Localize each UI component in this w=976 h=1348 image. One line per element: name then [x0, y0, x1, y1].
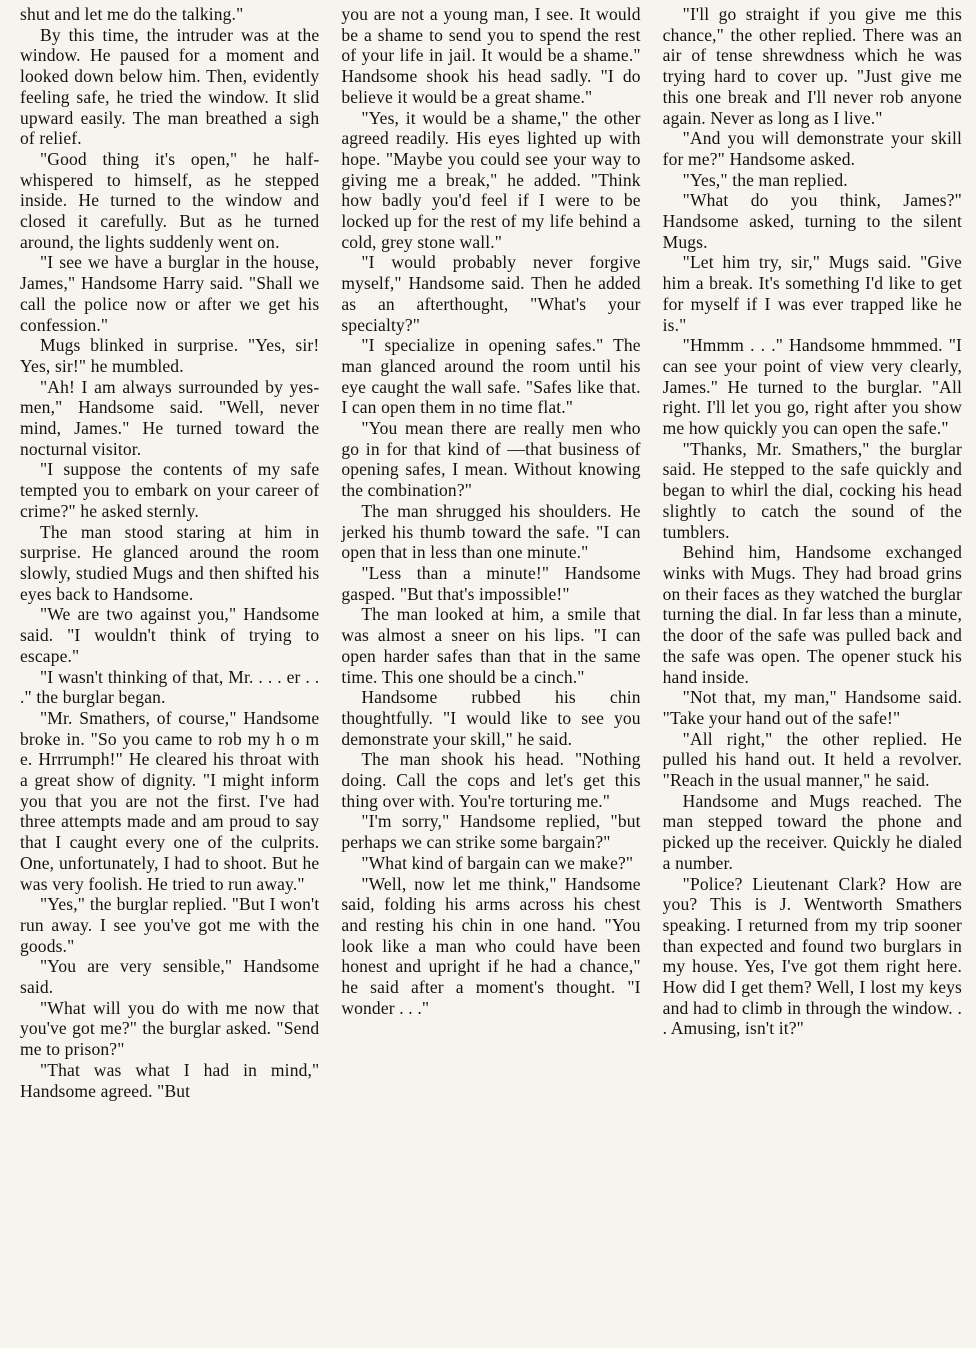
- paragraph: "Less than a minute!" Handsome gasped. "But that's impossible!": [341, 562, 641, 604]
- paragraph: "I would probably never forgive myself," Handsome said. Then he added as an afterthought, "What's your specialty?": [341, 252, 641, 335]
- text-column-2: [341, 4, 640, 1348]
- paragraph: Handsome and Mugs reached. The man stepped toward the phone and picked up the receiver. Quickly he dialed a number.: [662, 790, 962, 873]
- paragraph: Handsome rubbed his chin thoughtfully. "I would like to see you demonstrate your skill," he said.: [341, 687, 641, 749]
- paragraph: "I specialize in opening safes." The man glanced around the room until his eye caught the wall safe. "Safes like that. I can open them in no time flat.": [341, 335, 641, 418]
- paragraph: "Good thing it's open," he half-whispered to himself, as he stepped inside. He turned to the window and closed it carefully. But as he turned around, the lights suddenly went on.: [20, 148, 320, 252]
- paragraph: "I wasn't thinking of that, Mr. . . . er . . ." the burglar began.: [20, 666, 320, 708]
- paragraph: "Thanks, Mr. Smathers," the burglar said. He stepped to the safe quickly and began to whirl the dial, cocking his head slightly to catch the sound of the tumblers.: [662, 438, 962, 542]
- paragraph: The man shook his head. "Nothing doing. Call the cops and let's get this thing over with. You're torturing me.": [341, 749, 641, 811]
- paragraph: Mugs blinked in surprise. "Yes, sir! Yes, sir!" he mumbled.: [20, 335, 320, 376]
- paragraph: "I'll go straight if you give me this chance," the other replied. There was an air of tense shrewdness which he was trying hard to cover up. "Just give me this one break and I'll never rob anyone again. Never as long as I live.": [662, 4, 962, 128]
- paragraph: The man shrugged his shoulders. He jerked his thumb toward the safe. "I can open that in less than one minute.": [341, 500, 641, 563]
- paragraph: "What kind of bargain can we make?": [361, 852, 634, 873]
- paragraph: "Police? Lieutenant Clark? How are you? This is J. Wentworth Smathers speaking. I returned from my trip sooner than expected and found two burglars in my house. Yes, I've got them right here. How did I get them? Well, I lost my keys and had to climb in through the window. . . Amusing, isn't it?": [662, 873, 962, 1039]
- paragraph: "What do you think, James?" Handsome asked, turning to the silent Mugs.: [662, 190, 962, 252]
- paragraph: The man stood staring at him in surprise. He glanced around the room slowly, studied Mugs and then shifted his eyes back to Handsome.: [20, 521, 320, 604]
- paragraph: "I'm sorry," Handsome replied, "but perhaps we can strike some bargain?": [341, 811, 641, 853]
- paragraph: you are not a young man, I see. It would be a shame to send you to spend the rest of your life in jail. It would be a shame." Handsome shook his head sadly. "I do believe it would be a great shame.": [341, 4, 641, 107]
- paragraph: "What will you do with me now that you've got me?" the burglar asked. "Send me to prison?": [20, 997, 320, 1060]
- paragraph: "You are very sensible," Handsome said.: [20, 956, 320, 998]
- paragraph: The man looked at him, a smile that was almost a sneer on his lips. "I can open harder safes than that in the same time. This one should be a cinch.": [341, 604, 641, 687]
- paragraph: "Yes," the burglar replied. "But I won't run away. I see you've got me with the goods.": [20, 894, 320, 956]
- paragraph: "Hmmm . . ." Handsome hmmmed. "I can see your point of view very clearly, James." He turned to the burglar. "All right. I'll let you go, right after you show me how quickly you can open the safe.": [662, 335, 962, 439]
- paragraph: "All right," the other replied. He pulled his hand out. It held a revolver. "Reach in the usual manner," he said.: [662, 728, 962, 791]
- paragraph: "And you will demonstrate your skill for me?" Handsome asked.: [662, 128, 962, 169]
- paragraph: "I see we have a burglar in the house, James," Handsome Harry said. "Shall we call the police now or after we get his confession.": [20, 252, 320, 335]
- paragraph: "Yes," the man replied.: [682, 169, 848, 190]
- text-column-1: [20, 4, 319, 1348]
- paragraph: "Let him try, sir," Mugs said. "Give him a break. It's something I'd like to get for myself if I was ever trapped like he is.": [662, 252, 962, 335]
- paragraph: "You mean there are really men who go in for that kind of —that business of opening safes, I mean. Without knowing the combination?": [341, 418, 641, 501]
- paragraph: Behind him, Handsome exchanged winks with Mugs. They had broad grins on their faces as they watched the burglar turning the dial. In far less than a minute, the door of the safe was pulled back and the safe was open. The opener stuck his hand inside.: [662, 542, 962, 687]
- paragraph: "Ah! I am always surrounded by yes-men," Handsome said. "Well, never mind, James." He turned toward the nocturnal visitor.: [20, 376, 320, 459]
- paragraph: "I suppose the contents of my safe tempted you to embark on your career of crime?" he asked sternly.: [20, 459, 320, 521]
- paragraph: "Not that, my man," Handsome said. "Take your hand out of the safe!": [662, 687, 962, 728]
- paragraph: shut and let me do the talking.": [20, 4, 244, 24]
- paragraph: By this time, the intruder was at the window. He paused for a moment and looked down below him. Then, evidently feeling safe, he tried the window. It slid upward easily. The man breathed a sigh of relief.: [20, 24, 320, 149]
- paragraph: "We are two against you," Handsome said. "I wouldn't think of trying to escape.": [20, 604, 320, 666]
- paragraph: "That was what I had in mind," Handsome agreed. "But: [20, 1059, 320, 1101]
- paragraph: "Mr. Smathers, of course," Handsome broke in. "So you came to rob my h o m e. Hrrrumph!" He cleared his throat with a great show of dignity. "I might inform you that you are not the first. I've had three attempts made and am proud to say that I caught every one of the culprits. One, unfortunately, I had to shoot. But he was very foolish. He tried to run away.": [20, 707, 320, 894]
- text-column-3: [663, 4, 962, 1348]
- paragraph: "Well, now let me think," Handsome said, folding his arms across his chest and resting his chin in one hand. "You look like a man who could have been honest and upright if he had a chance," he said after a moment's thought. "I wonder . . .": [341, 873, 641, 1018]
- paragraph: "Yes, it would be a shame," the other agreed readily. His eyes lighted up with hope. "Maybe you could see your way to giving me a break," he added. "Think how badly you'd feel if I were to be locked up for the rest of my life behind a cold, grey stone wall.": [341, 107, 641, 252]
